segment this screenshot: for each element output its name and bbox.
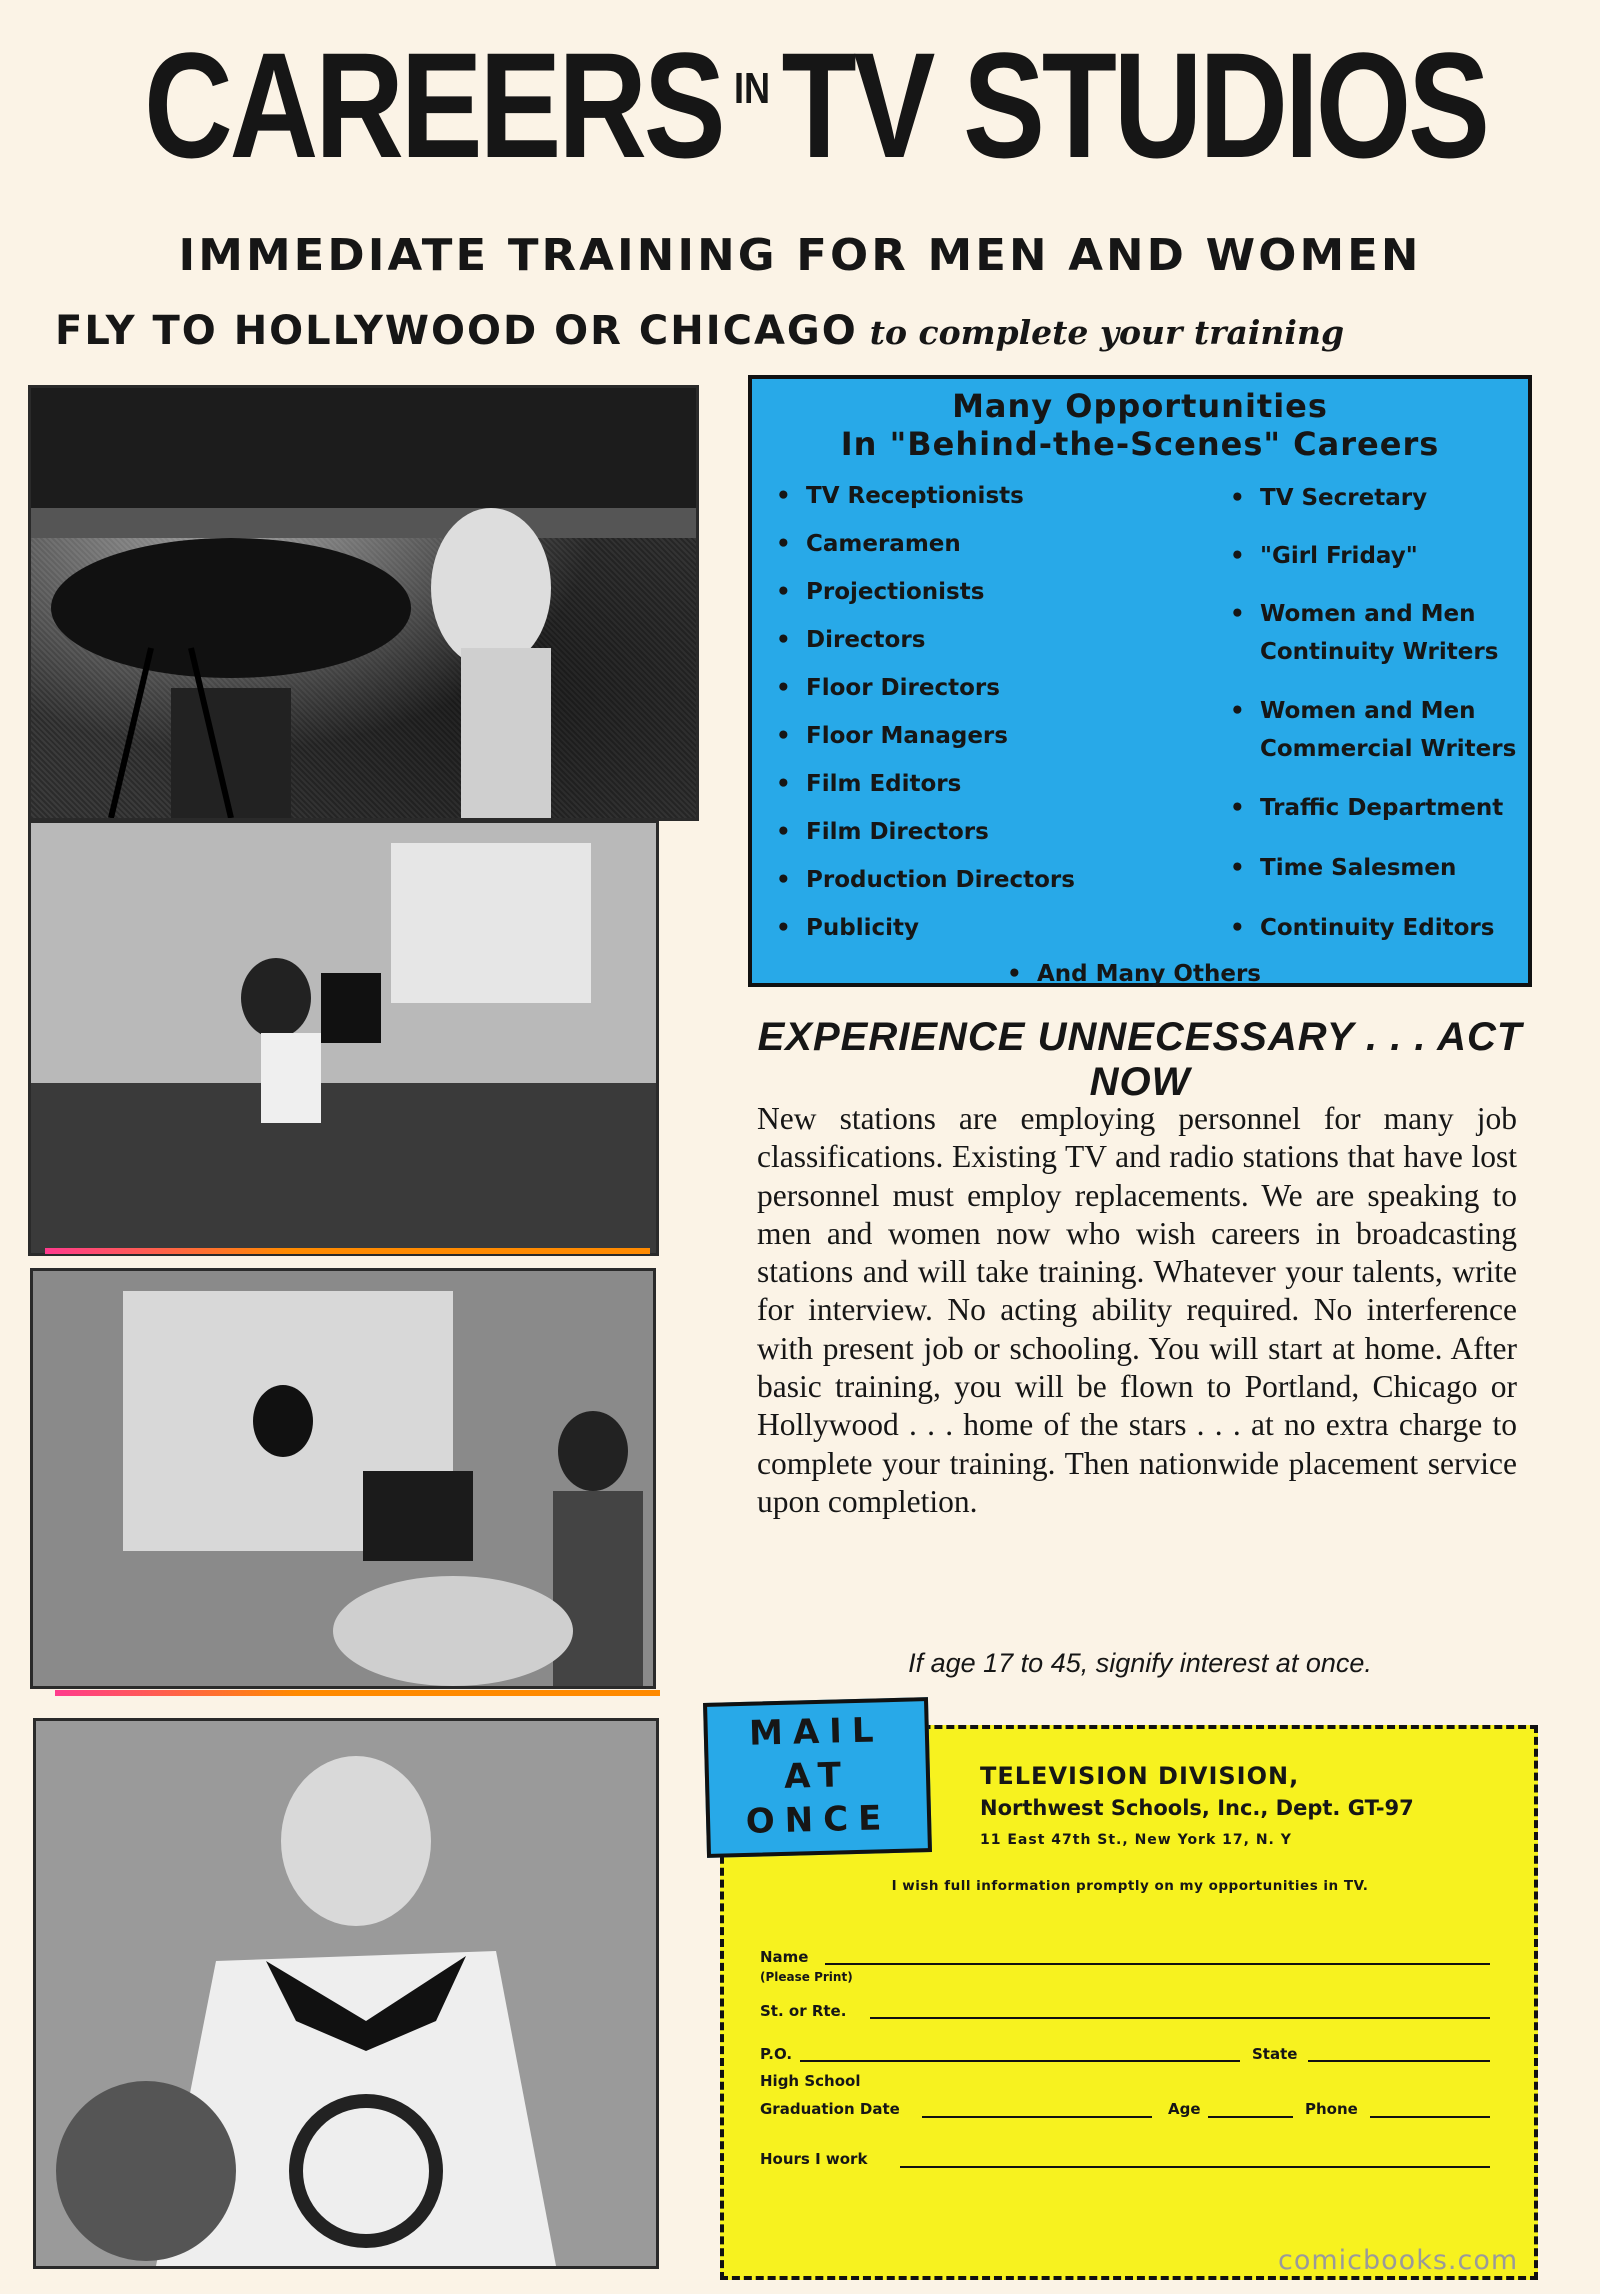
- cameraman-image: [31, 823, 656, 1253]
- career-item: • TV Receptionists: [776, 483, 1024, 509]
- photo-studio-set: [30, 1268, 656, 1689]
- phone-field[interactable]: [1370, 2116, 1490, 2118]
- headline-careers: CAREERS: [144, 21, 723, 189]
- career-item: • Cameramen: [776, 531, 961, 557]
- watermark: comicbooks.com: [1278, 2245, 1519, 2276]
- career-item: • Publicity: [776, 915, 919, 941]
- hours-label: Hours I work: [760, 2150, 868, 2168]
- coupon-division: TELEVISION DIVISION,: [980, 1762, 1300, 1790]
- studio-set-image: [33, 1271, 653, 1686]
- phone-label: Phone: [1305, 2100, 1358, 2118]
- street-field[interactable]: [870, 2017, 1490, 2019]
- coupon-school: Northwest Schools, Inc., Dept. GT-97: [980, 1796, 1414, 1820]
- career-item: • Floor Directors: [776, 675, 1000, 701]
- po-field[interactable]: [800, 2060, 1240, 2062]
- mail-at-once-badge: [703, 1697, 932, 1858]
- photo-projectionist: [33, 1718, 659, 2269]
- graduation-date-field[interactable]: [922, 2116, 1152, 2118]
- street-label: St. or Rte.: [760, 2002, 847, 2020]
- headline-in: IN: [733, 64, 771, 114]
- fly-line-bold: FLY TO HOLLYWOOD OR CHICAGO: [55, 308, 858, 354]
- high-school-label: High School: [760, 2072, 861, 2090]
- hours-field[interactable]: [900, 2166, 1490, 2168]
- career-item-others: • And Many Others: [1007, 961, 1261, 987]
- age-field[interactable]: [1208, 2116, 1293, 2118]
- opportunities-title: Many Opportunities: [952, 387, 1328, 425]
- at-line: AT: [783, 1755, 852, 1797]
- fly-line-script: to complete your training: [869, 313, 1345, 352]
- name-label: Name: [760, 1948, 809, 1966]
- career-item: • Continuity Editors: [1230, 915, 1495, 941]
- career-item: • Film Directors: [776, 819, 989, 845]
- headline: [144, 21, 1487, 192]
- career-item: • Traffic Department: [1230, 795, 1504, 821]
- career-item: • "Girl Friday": [1230, 543, 1418, 569]
- age-line: If age 17 to 45, signify interest at once.: [908, 1648, 1372, 1678]
- career-item: • Film Editors: [776, 771, 962, 797]
- projectionist-image: [36, 1721, 656, 2266]
- photo-divider-stripe: [45, 1248, 650, 1254]
- coupon-address: 11 East 47th St., New York 17, N. Y: [980, 1832, 1292, 1848]
- coupon-request-line: I wish full information promptly on my opportunities in TV.: [891, 1878, 1369, 1894]
- photo-divider-stripe: [55, 1690, 660, 1696]
- opportunities-box: [748, 375, 1532, 987]
- state-field[interactable]: [1308, 2060, 1490, 2062]
- fly-line: [55, 308, 1555, 354]
- please-print-label: (Please Print): [760, 1970, 853, 1984]
- photo-cameraman: [28, 820, 659, 1256]
- state-label: State: [1252, 2045, 1298, 2063]
- career-item: • Women and Men Commercial Writers: [1230, 698, 1517, 762]
- name-field[interactable]: [825, 1963, 1490, 1965]
- career-item: • Time Salesmen: [1230, 855, 1457, 881]
- once-line: ONCE: [745, 1798, 892, 1842]
- graduation-date-label: Graduation Date: [760, 2100, 900, 2118]
- opportunities-subtitle: In "Behind-the-Scenes" Careers: [840, 425, 1440, 463]
- mail-line: MAIL: [748, 1710, 885, 1754]
- career-item: • Production Directors: [776, 867, 1075, 893]
- career-item: • Women and Men Continuity Writers: [1230, 601, 1499, 665]
- subhead: IMMEDIATE TRAINING FOR MEN AND WOMEN: [178, 230, 1422, 281]
- photo-studio-crowd: [28, 385, 699, 821]
- age-label: Age: [1168, 2100, 1201, 2118]
- studio-crowd-image: [31, 388, 696, 818]
- career-item: • TV Secretary: [1230, 485, 1428, 511]
- experience-heading: EXPERIENCE UNNECESSARY . . . ACT NOW: [757, 1015, 1523, 1104]
- career-item: • Projectionists: [776, 579, 985, 605]
- career-item: • Directors: [776, 627, 926, 653]
- career-item: • Floor Managers: [776, 723, 1008, 749]
- po-label: P.O.: [760, 2045, 793, 2063]
- body-copy: New stations are employing personnel for many job classifications. Existing TV and radio stations that have lost personnel must employ replacements. We are speaking to men and women now who wish careers in broadcasting stations and will take training. Whatever your talents, write for interview. No acting ability required. No interference with present job or schooling. You will start at home. After basic training, you will be flown to Portland, Chicago or Hollywood . . . home of the stars . . . at no extra charge to complete your training. Then nationwide placement service upon completion.: [757, 1101, 1517, 1519]
- headline-tv-studios: TV STUDIOS: [781, 21, 1487, 189]
